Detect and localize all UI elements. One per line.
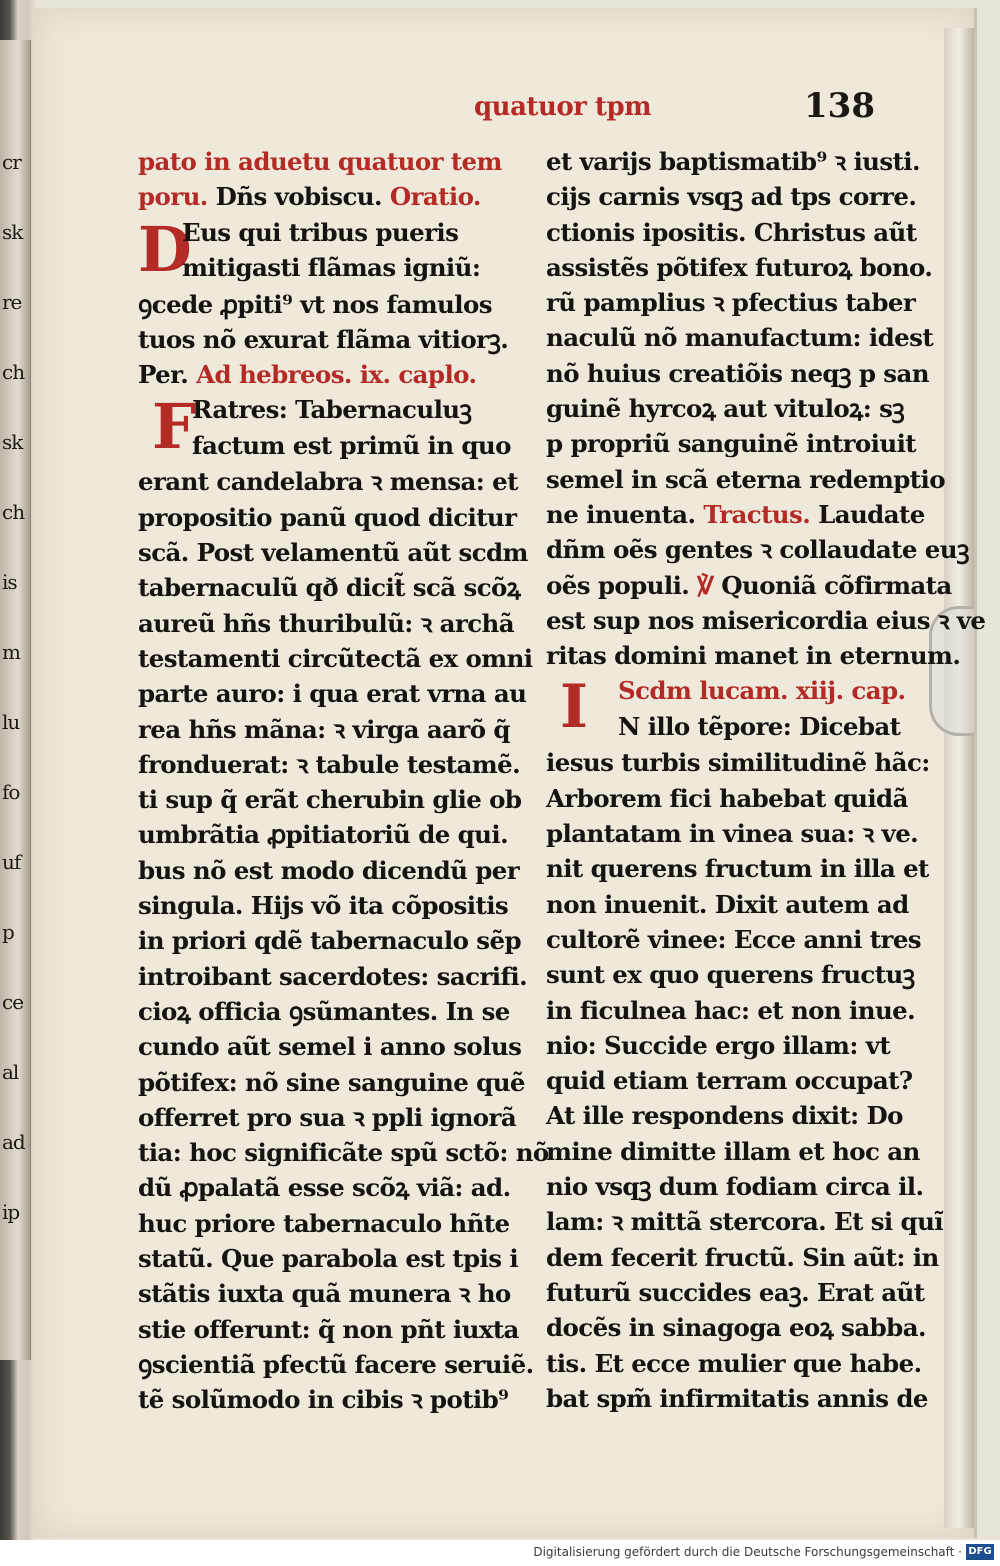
text-line (138, 357, 518, 392)
rubricated-initial: D (138, 212, 192, 286)
text-line: lam: ꝛ mittã stercora. Et si quĩ (546, 1207, 943, 1237)
rubricated-initial: I (560, 672, 589, 743)
running-head: quatuor tpm (474, 92, 652, 122)
text-line: scã. Post velamentũ aũt scdm (138, 538, 528, 568)
text-line (546, 144, 918, 179)
text-line: At ille respondens dixit: Do (546, 1101, 903, 1131)
previous-page-fragment: ip (2, 1200, 20, 1224)
text-line: in ficulnea hac: et non inue. (546, 995, 916, 1025)
text-line: parte auro: i qua erat vrna au (138, 679, 527, 709)
footer-credit: Digitalisierung gefördert durch die Deutsche Forschungsgemeinschaft · (533, 1545, 962, 1559)
body-text: Dñs vobiscu. (215, 182, 390, 212)
text-line: Arborem fici habebat quidã (546, 783, 908, 813)
text-line: factum est primũ in quo (192, 430, 511, 460)
text-line (546, 532, 969, 567)
rubric-text: pato in aduetu quatuor tem (138, 147, 502, 176)
body-text: ne inuenta. (546, 499, 704, 529)
text-line: erant candelabra ꝛ mensa: et (138, 467, 518, 497)
text-line (546, 215, 918, 250)
text-line: dem fecerit fructũ. Sin aũt: in (546, 1242, 939, 1272)
previous-page-fragment: sk (2, 220, 23, 244)
text-line: põtifex: nõ sine sanguine quẽ (138, 1067, 525, 1097)
previous-page-fragment: ce (2, 990, 24, 1014)
body-text: est sup nos misericordia eius ꝛ ve (546, 605, 986, 635)
text-line: bat spm̃ infirmitatis annis de (546, 1383, 928, 1413)
dfg-logo: DFG (966, 1544, 994, 1560)
body-text: N illo tẽpore: Dicebat (618, 711, 901, 741)
text-line (546, 638, 961, 673)
body-text: guinẽ hyrcoꝝ aut vituloꝝ: sꝫ (546, 394, 905, 424)
previous-page-fragment: al (2, 1060, 19, 1084)
rubric-text: ℣ (697, 570, 722, 600)
text-line (546, 179, 918, 214)
text-line (138, 322, 518, 357)
previous-page-fragment: cr (2, 150, 21, 174)
text-line: ti sup q̃ erãt cherubin glie ob (138, 785, 522, 815)
text-line: Eus qui tribus pueris (182, 217, 459, 247)
text-line (138, 287, 518, 322)
body-text: p propriũ sanguinẽ introiuit (546, 429, 917, 459)
previous-page-fragment: is (2, 570, 17, 594)
previous-page-edge (0, 40, 31, 1360)
text-line (546, 426, 918, 461)
previous-page-fragment: sk (2, 430, 23, 454)
left-column (138, 144, 549, 1418)
rubric-text: Scdm lucam. xiij. cap. (618, 676, 906, 706)
previous-page-fragment: ch (2, 360, 25, 384)
body-text: ritas domini manet in eternum. (546, 641, 961, 671)
text-line: introibant sacerdotes: sacrifi. (138, 961, 528, 991)
previous-page-fragment: re (2, 290, 22, 314)
body-text: Per. (138, 360, 197, 390)
text-line: cioꝝ officia ꝯsũmantes. In se (138, 996, 510, 1026)
text-line: sunt ex quo querens fructuꝫ (546, 960, 915, 990)
rubric-text: Oratio. (389, 182, 481, 212)
rubricated-initial: F (152, 390, 197, 464)
text-line: cultorẽ vinee: Ecce anni tres (546, 924, 921, 954)
text-line: mine dimitte illam et hoc an (546, 1136, 920, 1166)
previous-page-fragment: m (2, 640, 20, 664)
text-line (546, 356, 929, 391)
text-line (138, 179, 518, 214)
text-line (546, 320, 934, 355)
text-line: quid etiam terram occupat? (546, 1066, 913, 1096)
text-line: nit querens fructum in illa et (546, 854, 929, 884)
text-line: futurũ succides eaꝫ. Erat aũt (546, 1277, 925, 1307)
text-line: propositio panũ quod dicitur (138, 502, 517, 532)
text-line: umbrãtia ꝓpitiatoriũ de qui. (138, 820, 509, 850)
text-line: tẽ solũmodo in cibis ꝛ potib⁹ (138, 1385, 509, 1415)
footer-bar (0, 1540, 1000, 1566)
text-line: tis. Et ecce mulier que habe. (546, 1348, 922, 1378)
body-text: ꝯcede ꝓpiti⁹ vt nos famulos (138, 289, 492, 319)
book-page (34, 8, 986, 1538)
body-text: nõ huius creatiõis neqꝫ p san (546, 358, 929, 388)
previous-page-fragment: lu (2, 710, 20, 734)
text-line (546, 497, 925, 532)
rubric-text: poru. (138, 182, 216, 212)
text-line: testamenti circũtectã ex omni (138, 643, 533, 673)
text-line: cundo aũt semel i anno solus (138, 1032, 522, 1062)
body-text: semel in scã eterna redemptio (546, 464, 945, 494)
body-text: dñm oẽs gentes ꝛ collaudate euꝫ (546, 535, 969, 565)
text-line: iesus turbis similitudinẽ hãc: (546, 748, 930, 778)
previous-page-fragment: uf (2, 850, 21, 874)
text-line (546, 391, 918, 426)
text-line: stie offerunt: q̃ non pñt iuxta (138, 1314, 519, 1344)
text-line: stãtis iuxta quã munera ꝛ ho (138, 1279, 511, 1309)
body-text: naculũ nõ manufactum: idest (546, 323, 934, 353)
text-line: in priori qdẽ tabernaculo sẽp (138, 926, 521, 956)
text-line: Ratres: Tabernaculuꝫ (192, 395, 472, 425)
body-text: ctionis ipositis. Christus aũt (546, 217, 917, 247)
body-text: tuos nõ exurat flãma vitiorꝫ. (138, 324, 509, 354)
text-line: docẽs in sinagoga eoꝝ sabba. (546, 1313, 926, 1343)
text-line (546, 462, 945, 497)
text-line (546, 603, 986, 638)
text-line: tabernaculũ qð dicit̃ scã scõꝝ (138, 573, 521, 603)
text-line: fronduerat: ꝛ tabule testamẽ. (138, 749, 521, 779)
body-text: et varijs baptismatib⁹ ꝛ iusti. (546, 147, 920, 176)
text-line: statũ. Que parabola est tpis i (138, 1244, 519, 1274)
text-line: non inuenit. Dixit autem ad (546, 889, 909, 919)
body-text: assistẽs põtifex futuroꝝ bono. (546, 252, 933, 282)
text-line (138, 144, 518, 179)
text-line: dũ ꝓpalatã esse scõꝝ viã: ad. (138, 1173, 511, 1203)
body-text: rũ pamplius ꝛ pfectius taber (546, 288, 916, 318)
page-stack-edge (944, 28, 974, 1528)
body-text: Laudate (818, 499, 925, 529)
text-line (546, 250, 933, 285)
text-line: mitigasti flãmas igniũ: (182, 252, 481, 282)
text-line: rea hñs mãna: ꝛ virga aarõ q̃ (138, 714, 510, 744)
text-line: offerret pro sua ꝛ ppli ignorã (138, 1102, 517, 1132)
folio-number: 138 (804, 86, 875, 126)
previous-page-fragment: p (2, 920, 14, 944)
previous-page-fragment: ch (2, 500, 25, 524)
previous-page-fragment: fo (2, 780, 20, 804)
text-line: ꝯscientiã pfectũ facere seruiẽ. (138, 1349, 534, 1379)
text-line (546, 568, 952, 603)
body-text: oẽs populi. (546, 570, 698, 600)
text-line: aureũ hñs thuribulũ: ꝛ archã (138, 608, 514, 638)
text-line: tia: hoc significãte spũ sctõ: nõ (138, 1138, 549, 1168)
text-line: singula. Hijs võ ita cõpositis (138, 891, 509, 921)
text-line (546, 285, 918, 320)
text-line: bus nõ est modo dicendũ per (138, 855, 520, 885)
body-text: Quoniã cõfirmata (721, 570, 952, 600)
text-line: nio vsqꝫ dum fodiam circa il. (546, 1172, 924, 1202)
text-line: plantatam in vinea sua: ꝛ ve. (546, 819, 919, 849)
body-text: cijs carnis vsqꝫ ad tps corre. (546, 182, 917, 212)
text-line: nio: Succide ergo illam: vt (546, 1030, 891, 1060)
text-line: huc priore tabernaculo hñte (138, 1208, 510, 1238)
rubric-text: Tractus. (703, 499, 819, 529)
previous-page-fragment: ad (2, 1130, 25, 1154)
rubric-text: Ad hebreos. ix. caplo. (196, 360, 477, 390)
right-column (546, 144, 986, 1416)
